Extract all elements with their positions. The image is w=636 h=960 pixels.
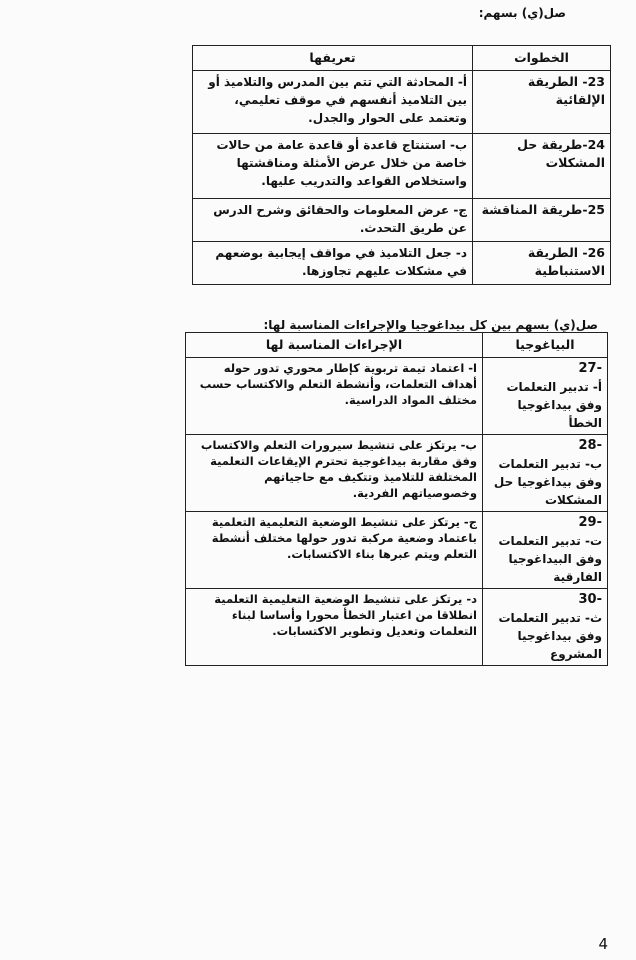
table-row [193, 199, 611, 242]
step-cell: 23- الطريقة الإلقائية [473, 71, 611, 134]
table-row [186, 435, 608, 512]
page-number: 4 [598, 935, 608, 953]
step-cell: 25-طريقة المناقشة [473, 199, 611, 242]
item-number: -28 [578, 438, 602, 453]
definition-cell: أ- المحادثة التي تتم بين المدرس والتلاميذ أو بين التلاميذ أنفسهم في موقف تعليمي، وتعتمد على الحوار والجدل. [193, 71, 473, 134]
table-row [186, 589, 608, 666]
table-row [193, 71, 611, 134]
table-header-row [186, 333, 608, 358]
column-header-definitions: تعريفها [193, 46, 473, 71]
item-number: -27 [578, 361, 602, 376]
pedagogy-label: أ- تدبير التعلمات وفق بيداغوجيا الخطأ [506, 380, 602, 430]
procedure-cell: د- يرتكز على تنشيط الوضعية التعليمية التعلمية انطلاقا من اعتبار الخطأ محورا وأساسا لبناء التعلمات وتعديل وتطوير الاكتسابات. [186, 589, 483, 666]
table-row [186, 358, 608, 435]
procedure-cell: ب- يرتكز على تنشيط سيرورات التعلم والاكتساب وفق مقاربة بيداغوجية تحترم الإيقاعات التعلمية المختلفة للتلاميذ وتتكيف مع حاجياتهم وخصوصياتهم الفردية. [186, 435, 483, 512]
definition-cell: ب- استنتاج قاعدة أو قاعدة عامة من حالات خاصة من خلال عرض الأمثلة ومناقشتها واستخلاص القواعد والتدريب عليها. [193, 134, 473, 199]
table-row [193, 242, 611, 285]
pedagogy-cell [483, 512, 608, 589]
table-header-row [193, 46, 611, 71]
definition-cell: د- جعل التلاميذ في مواقف إيجابية بوضعهم في مشكلات عليهم تجاوزها. [193, 242, 473, 285]
step-cell: 26- الطريقة الاستنباطية [473, 242, 611, 285]
pedagogy-label: ث- تدبير التعلمات وفق بيداغوجيا المشروع [498, 611, 602, 661]
steps-definitions-table [192, 45, 611, 285]
pedagogy-label: ت- تدبير التعلمات وفق البيداغوجيا الفارقية [498, 534, 602, 584]
column-header-procedures: الإجراءات المناسبة لها [186, 333, 483, 358]
pedagogy-procedures-table [185, 332, 608, 666]
pedagogy-cell [483, 435, 608, 512]
step-cell: 24-طريقة حل المشكلات [473, 134, 611, 199]
pedagogy-cell [483, 358, 608, 435]
procedure-cell: ا- اعتماد تيمة تربوية كإطار محوري تدور حوله أهداف التعلمات، وأنشطة التعلم والاكتساب حسب مختلف المواد الدراسية. [186, 358, 483, 435]
column-header-pedagogy: البياغوجيا [483, 333, 608, 358]
column-header-steps: الخطوات [473, 46, 611, 71]
table-row [193, 134, 611, 199]
procedure-cell: ج- يرتكز على تنشيط الوضعية التعليمية التعلمية باعتماد وضعية مركبة تدور حولها مختلف أنشطة التعلم ويتم عبرها بناء الاكتسابات. [186, 512, 483, 589]
item-number: -29 [578, 515, 602, 530]
section-heading-1: صل(ي) بسهم: [478, 6, 566, 20]
pedagogy-label: ب- تدبير التعلمات وفق بيداغوجيا حل المشكلات [493, 457, 602, 507]
item-number: -30 [578, 592, 602, 607]
table-row [186, 512, 608, 589]
section-heading-2: صل(ي) بسهم بين كل بيداغوجيا والإجراءات المناسبة لها: [263, 318, 598, 332]
pedagogy-cell [483, 589, 608, 666]
definition-cell: ج- عرض المعلومات والحقائق وشرح الدرس عن طريق التحدث. [193, 199, 473, 242]
